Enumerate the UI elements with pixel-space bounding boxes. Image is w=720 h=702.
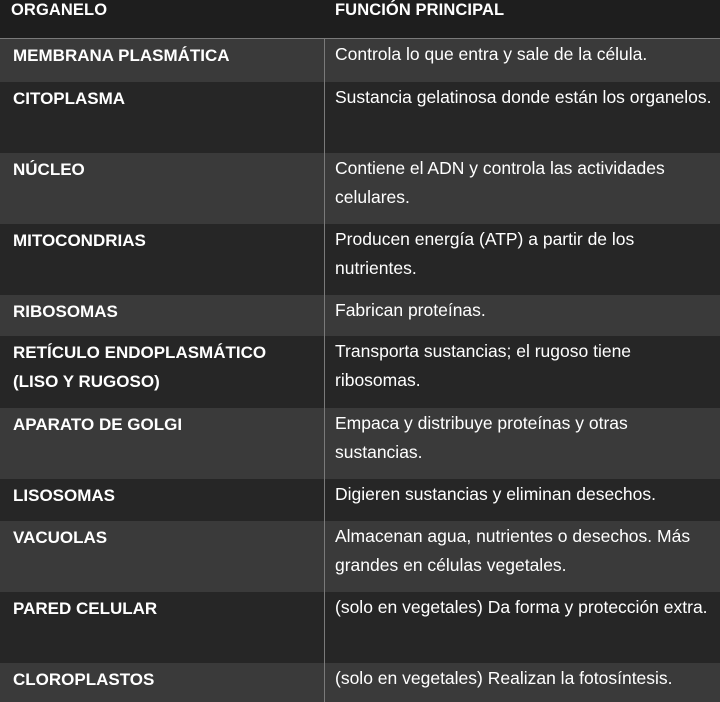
organelle-name: PARED CELULAR	[0, 592, 325, 663]
organelle-function: Controla lo que entra y sale de la célula.	[335, 44, 648, 64]
table-row	[0, 224, 720, 295]
organelle-name: RIBOSOMAS	[0, 295, 325, 336]
column-header-organelo: ORGANELO	[11, 1, 108, 19]
table-row	[0, 592, 720, 663]
organelle-name: APARATO DE GOLGI	[0, 408, 325, 479]
table-row	[0, 39, 720, 82]
organelle-name: VACUOLAS	[0, 521, 325, 592]
organelle-name: MEMBRANA PLASMÁTICA	[0, 39, 325, 82]
table-row	[0, 82, 720, 153]
organelle-name: LISOSOMAS	[0, 479, 325, 521]
organelle-name: NÚCLEO	[0, 153, 325, 224]
table-row	[0, 663, 720, 702]
table-row	[0, 408, 720, 479]
organelle-function: (solo en vegetales) Realizan la fotosíntesis.	[335, 668, 673, 688]
organelle-function: Transporta sustancias; el rugoso tiene ribosomas.	[335, 341, 632, 390]
organelle-function: Sustancia gelatinosa donde están los organelos.	[335, 87, 712, 107]
table-row	[0, 336, 720, 408]
organelle-name: CLOROPLASTOS	[0, 663, 325, 702]
organelle-name: MITOCONDRIAS	[0, 224, 325, 295]
organelle-name: CITOPLASMA	[0, 82, 325, 153]
organelle-function: Contiene el ADN y controla las actividades celulares.	[335, 158, 665, 207]
organelle-function: Almacenan agua, nutrientes o desechos. Más grandes en células vegetales.	[335, 526, 691, 575]
table-row	[0, 153, 720, 224]
table-row	[0, 295, 720, 336]
table-row	[0, 521, 720, 592]
organelle-function: Digieren sustancias y eliminan desechos.	[335, 484, 656, 504]
column-header-funcion: FUNCIÓN PRINCIPAL	[335, 1, 505, 19]
organelle-function: Fabrican proteínas.	[335, 300, 486, 320]
organelle-function: Empaca y distribuye proteínas y otras sustancias.	[335, 413, 628, 462]
organelle-function: Producen energía (ATP) a partir de los nutrientes.	[335, 229, 635, 278]
table-row	[0, 479, 720, 521]
organelle-name: RETÍCULO ENDOPLASMÁTICO (LISO Y RUGOSO)	[0, 336, 325, 408]
table-header	[0, 0, 720, 39]
organelle-function: (solo en vegetales) Da forma y protección extra.	[335, 597, 708, 617]
